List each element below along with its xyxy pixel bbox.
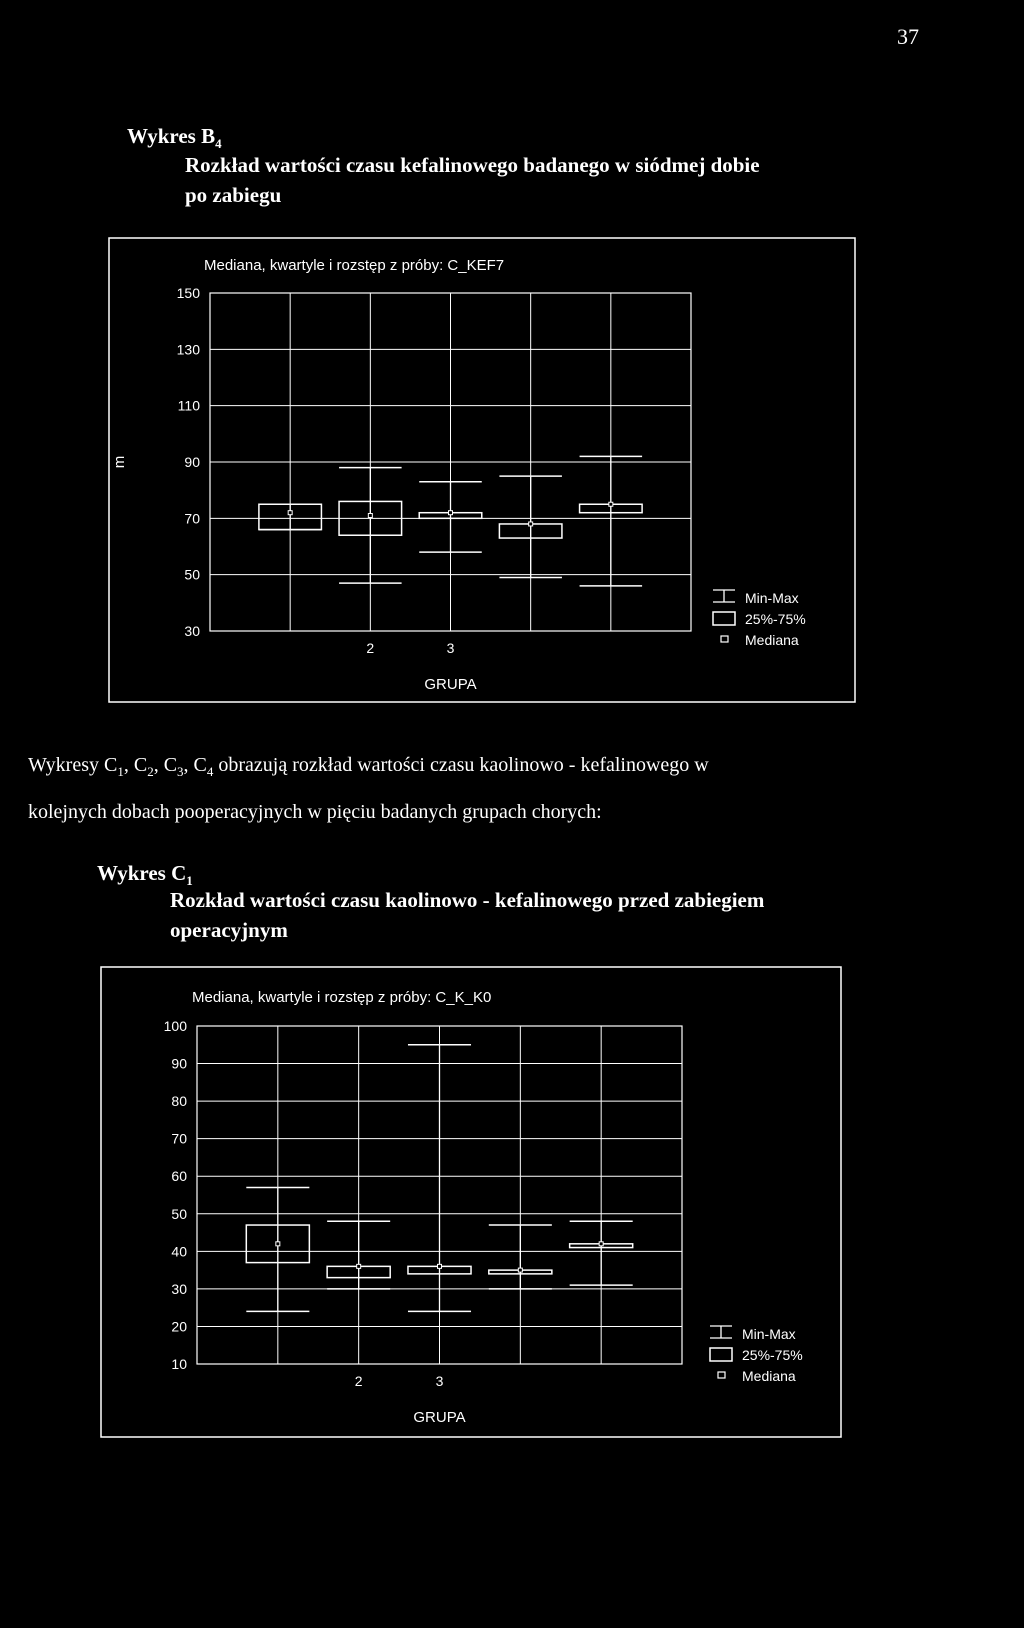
chart-c1-median-marker	[357, 1264, 361, 1268]
chart-c1-median-marker	[518, 1268, 522, 1272]
chart-b4-ytick-label: 50	[184, 566, 200, 583]
chart-b4-ylabel: m	[111, 455, 128, 469]
chart-c1-xtick-label: 2	[354, 1373, 363, 1389]
chart-b4-median-marker	[449, 511, 453, 515]
chart-c1-legend-minmax: Min-Max	[742, 1326, 796, 1342]
chart-c1-legend-median: Mediana	[742, 1368, 796, 1384]
boxplot-chart-b4	[108, 237, 856, 703]
chart-c1-xlabel: GRUPA	[413, 1409, 466, 1426]
chart-c1-frame	[101, 967, 841, 1437]
chart-c1-legend-quartiles: 25%-75%	[742, 1347, 803, 1363]
chart-c1-median-marker	[276, 1242, 280, 1246]
chart-c1-xtick-label: 3	[435, 1373, 444, 1389]
figure-label-c1: Wykres $C_1$	[97, 861, 193, 889]
chart-b4-ytick-label: 110	[177, 397, 200, 414]
figure-title-c1: Rozkład wartości czasu kaolinowo - kefalinowego przed zabiegiem operacyjnym	[170, 888, 765, 942]
chart-b4-legend-median-swatch	[721, 636, 728, 642]
chart-c1-ytick-label: 30	[171, 1280, 187, 1297]
paragraph: Wykresy $C_1$, $C_2$, $C_3$, $C_4$ obrazują rozkład wartości czasu kaolinowo - kefalinowego w kolejnych dobach pooperacyjnych w pięciu badanych grupach chorych:	[28, 754, 709, 823]
chart-b4-ytick-label: 130	[176, 341, 200, 358]
chart-c1-ytick-label: 90	[171, 1055, 187, 1072]
chart-b4-xtick-label: 2	[366, 640, 375, 656]
chart-c1-ytick-label: 70	[171, 1130, 187, 1147]
chart-b4-ytick-label: 30	[184, 623, 200, 639]
chart-c1-ytick-label: 40	[171, 1243, 187, 1260]
chart-b4-title: Mediana, kwartyle i rozstęp z próby: C_KEF7	[204, 257, 505, 274]
chart-b4-frame	[109, 238, 855, 702]
chart-b4-legend-quartiles: 25%-75%	[745, 611, 806, 627]
boxplot-chart-c1	[100, 966, 842, 1438]
chart-b4-xlabel: GRUPA	[424, 676, 477, 693]
figure-label-b4: Wykres $B_4$	[127, 124, 222, 152]
chart-c1-legend-median-swatch	[718, 1372, 725, 1378]
chart-b4-legend-median: Mediana	[745, 632, 799, 648]
chart-b4-legend-minmax: Min-Max	[745, 590, 799, 606]
chart-c1-ytick-label: 80	[171, 1093, 187, 1110]
chart-c1-title: Mediana, kwartyle i rozstęp z próby: C_K_K0	[192, 989, 492, 1006]
page-number: 37	[897, 24, 919, 49]
chart-c1-ytick-label: 60	[171, 1168, 187, 1185]
chart-c1-ytick-label: 100	[163, 1018, 187, 1034]
figure-title-b4: Rozkład wartości czasu kefalinowego badanego w siódmej dobie po zabiegu	[185, 153, 760, 207]
chart-c1-median-marker	[599, 1242, 603, 1246]
chart-c1-median-marker	[438, 1264, 442, 1268]
chart-b4-median-marker	[368, 514, 372, 518]
chart-c1-ytick-label: 50	[171, 1205, 187, 1222]
chart-c1-ytick-label: 10	[171, 1356, 187, 1372]
chart-b4-ytick-label: 150	[176, 285, 200, 301]
chart-b4-median-marker	[529, 522, 533, 526]
chart-c1-ytick-label: 20	[171, 1318, 187, 1335]
chart-b4-median-marker	[609, 502, 613, 506]
chart-b4-ytick-label: 90	[184, 454, 200, 470]
chart-b4-xtick-label: 3	[446, 640, 455, 656]
chart-b4-ytick-label: 70	[184, 510, 200, 527]
chart-b4-legend-box-swatch	[713, 612, 735, 625]
chart-b4-median-marker	[288, 511, 292, 515]
chart-c1-legend-box-swatch	[710, 1348, 732, 1361]
